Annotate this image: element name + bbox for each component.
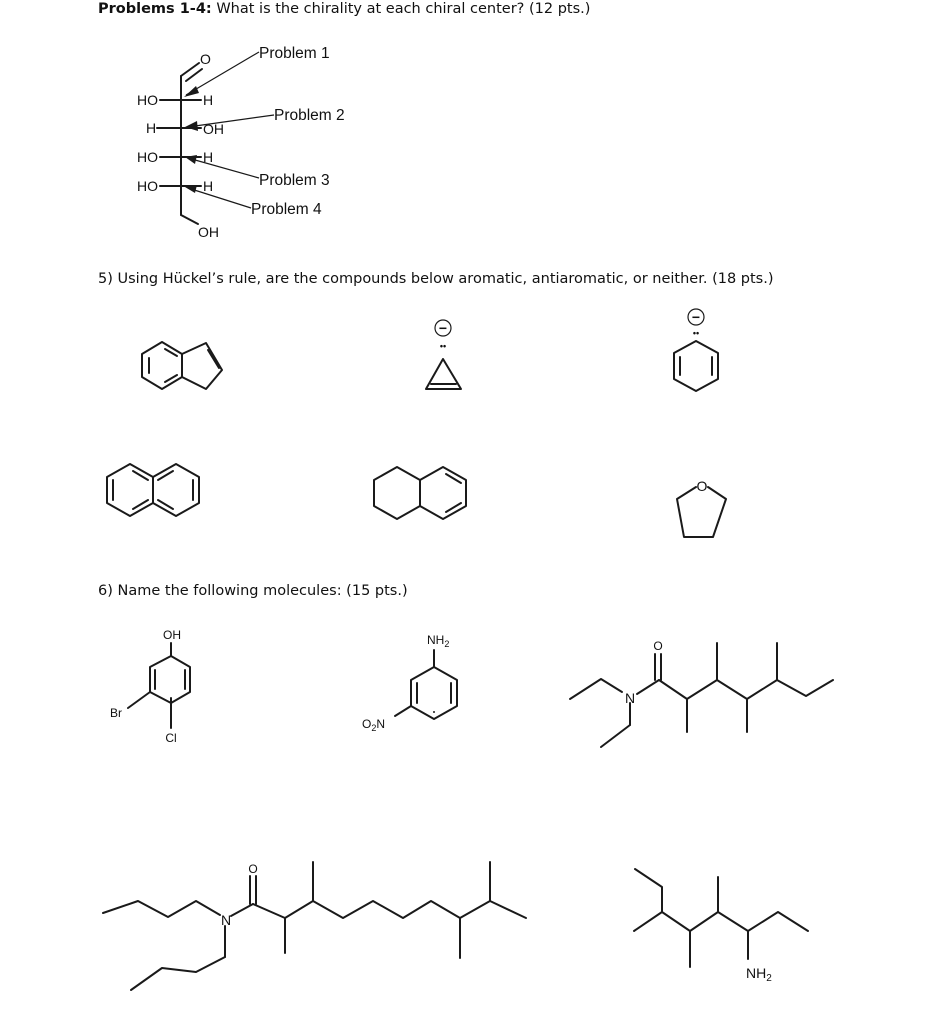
diethyl-amide-structure [570, 639, 833, 747]
lone-pair-icon: •• [692, 328, 700, 338]
tetrahydrofuran-structure [677, 478, 726, 537]
carbonyl-oxygen-label: O [653, 639, 663, 653]
amide-nitrogen-label: N [220, 912, 232, 928]
problems-1-4-prefix: Problems 1-4: [98, 1, 212, 17]
amine-label-top: $NH_2$ [427, 633, 450, 649]
negative-charge-icon: − [691, 309, 701, 325]
branched-amine-structure [634, 869, 808, 984]
question-5-heading: 5) Using Hückel’s rule, are the compounds below aromatic, antiaromatic, or neither. (18 pts.) [98, 271, 774, 287]
chlorine-label: Cl [165, 731, 177, 745]
hydroxyl-label: OH [163, 628, 181, 642]
carbonyl-oxygen-label: O [248, 862, 258, 876]
problem-1-label: Problem 1 [259, 45, 330, 62]
row2-left-label: H [146, 120, 157, 136]
bromine-label: Br [110, 706, 122, 720]
fischer-projection [137, 45, 345, 240]
row4-right-label: H [203, 178, 214, 194]
ring-oxygen-label: O [696, 478, 708, 494]
row1-left-label: HO [137, 92, 158, 108]
row2-right-label: OH [203, 121, 224, 137]
amine-label-bottom: $NH_2$ [746, 965, 772, 984]
nitroaniline-structure [362, 633, 457, 733]
bicyclic-diene-structure [374, 467, 466, 519]
dibutyl-amide-structure [103, 862, 526, 990]
cyclohexadienyl-anion-structure [674, 309, 718, 391]
aldehyde-oxygen-label: O [200, 51, 211, 67]
cyclopropenyl-anion-structure [426, 320, 461, 389]
indene-structure [142, 342, 222, 389]
lone-pair-icon: •• [439, 341, 447, 351]
row1-right-label: H [203, 92, 214, 108]
bromochlorophenol-structure [110, 628, 190, 745]
question-6-heading: 6) Name the following molecules: (15 pts.) [98, 583, 408, 599]
row3-left-label: HO [137, 149, 158, 165]
naphthalene-structure [107, 464, 199, 516]
negative-charge-icon: − [438, 320, 448, 336]
amide-nitrogen-label: N [624, 690, 636, 706]
problem-4-label: Problem 4 [251, 201, 322, 218]
row4-left-label: HO [137, 178, 158, 194]
terminal-hydroxyl-label: OH [198, 224, 219, 240]
problems-1-4-text: What is the chirality at each chiral center? (12 pts.) [216, 1, 591, 17]
row3-right-label: H [203, 149, 214, 165]
problem-2-label: Problem 2 [274, 107, 345, 124]
nitro-label: $O_2N$ [362, 717, 386, 733]
problem-3-label: Problem 3 [259, 172, 330, 189]
